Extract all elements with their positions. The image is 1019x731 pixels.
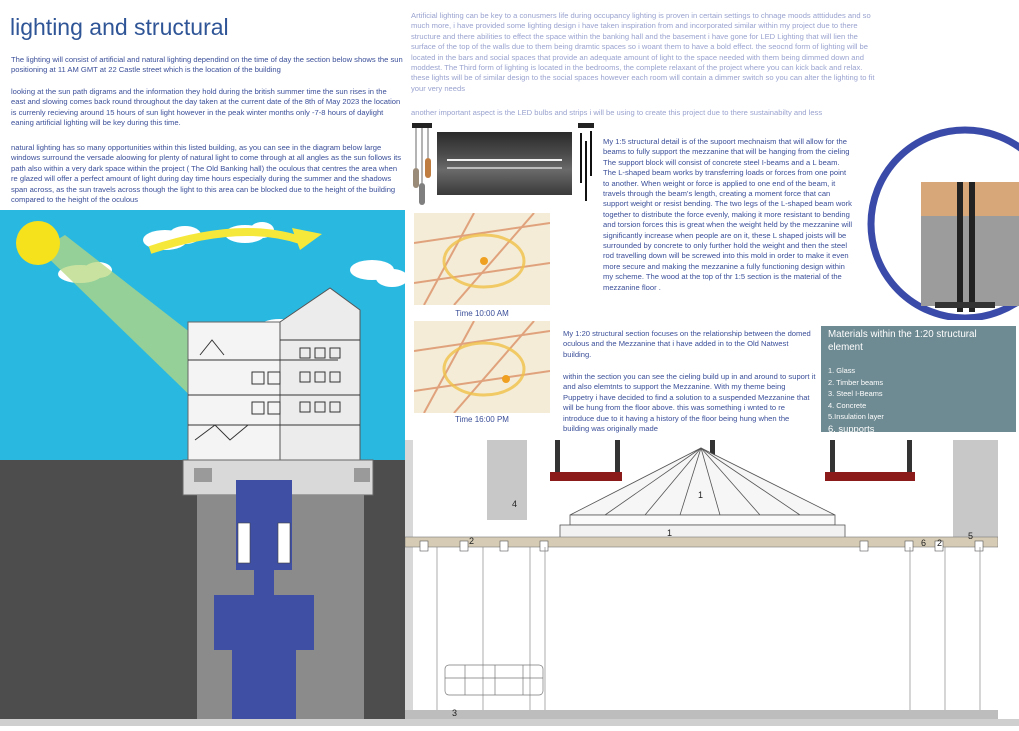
strip-pendant-image bbox=[576, 123, 596, 209]
ceiling-led-photo bbox=[437, 132, 572, 195]
page-title: lighting and structural bbox=[10, 14, 229, 40]
section-number: 6 bbox=[921, 538, 927, 548]
materials-list bbox=[828, 365, 884, 435]
material-item: 6. supports bbox=[828, 422, 875, 434]
material-item: 1. Glass bbox=[828, 366, 856, 375]
material-item: 3. Steel I-Beams bbox=[828, 389, 883, 399]
sun-icon bbox=[16, 221, 60, 265]
pendant-lights-image bbox=[410, 123, 434, 209]
section-number: 2 bbox=[937, 538, 943, 548]
sun-path-map-1 bbox=[414, 213, 550, 305]
map-caption-2: Time 16:00 PM bbox=[455, 415, 509, 424]
section-number: 5 bbox=[968, 531, 974, 541]
structural-section-drawing bbox=[405, 440, 998, 720]
material-item: 4. Concrete bbox=[828, 400, 867, 410]
section-number: 1 bbox=[667, 528, 673, 538]
artificial-lighting-paragraph: Artificial lighting can be key to a conusmers life during occupancy lighting is proven in certain settings to chnage moods atttidudes and so much more, i have provided some lighting design i have taken inspiration from and incorporated similar within my project due to there structure and there abilities to effect the space within the banking hall and the basement i have gone for LED Lighting that will lien the surface of the top of the walls due to them being dramtic spaces so i woant them to have a bold effect. the seocnd form of lighting will be located in the bars and social spaces that provide an adequate amount of light to the space needed with them being dimmed down and moddest. The Third form of lighting is located in the bedrooms, the complete relaxant of the project where you can kick back and relax. these lights will be of similar design to the social spaces however each room will contain a dimmer switch so you can alter the lighting to fit your very needs bbox=[411, 11, 875, 93]
materials-box bbox=[821, 326, 1016, 432]
section-paragraph-2: within the section you can see the cieling build up in and around to suport it and also elemtnts to support the Mezzanine. With my theme being Puppetry i have decided to find a solution to a suspended Mezzanine that will be hung from the floor above. this was something i wnted to re introduce due to it having a history of the floor being hung when the building was originally made bbox=[563, 372, 816, 434]
basement-shaft bbox=[197, 480, 364, 726]
led-paragraph: another important aspect is the LED bulbs and strips i will be using to create this project due to there sustainabilty and less bbox=[411, 108, 823, 117]
material-item: 2. Timber beams bbox=[828, 377, 884, 387]
sun-path-paragraph: looking at the sun path digrams and the information they hold during the british summer time the sun rises in the east and slowing comes back round throughout the day taken at the current date of the 8th of May 2023 the location is currenly recieving around 15 hours of sun light however in the peak winter months only -7-8 hours of daylight eaning artificial lighting will be key during this time. bbox=[11, 87, 401, 128]
map-caption-1: Time 10:00 AM bbox=[455, 309, 509, 318]
detail-paragraph: My 1:5 structural detail is of the supoort mechnaism that will allow for the beams to fully support the mezzanine that will be hanging from the cieling The support block will consist of concrete steel I-beams and a L beam. The L-shaped beam works by transferring loads or forces from one point to another. When weight or force is applied to one end of the beam, it travels through the beam's length, creating a moment force that can support weight or resist bending. The two legs of the L-shaped beam work together to distribute the force evenly, making it more resistant to bending and torsion forces this is great when the weight held by the mezzanine will significantly increase when people are on it, these L shaped joists will be surrounded by concrete to only further hold the weight and then the steel rod travelling down will be screwed into this mold in order to make it even more secure and making the mezzanine a fully functioning design within my scheme. The wood at the top of thr 1:5 section is the material of the mezzanine floor . bbox=[603, 137, 853, 292]
section-paragraph-1: My 1:20 structural section focuses on the relationship between the domed oculous and the Mezzanine that i have added in to the Old Natwest building. bbox=[563, 329, 811, 359]
material-item: 5.Insulation layer bbox=[828, 412, 884, 422]
intro-paragraph: The lighting will consist of artificial and natural lighting dependind on the time of day the section below shows the sun positioning at 11 AM GMT at 22 Castle street which is the location of the building bbox=[11, 55, 403, 75]
section-number: 2 bbox=[469, 536, 475, 546]
section-number: 4 bbox=[512, 499, 518, 509]
materials-title: Materials within the 1:20 structural element bbox=[828, 329, 977, 353]
natural-lighting-paragraph: natural lighting has so many opportunities within this listed building, as you can see in the diagram below large windows surround the versade aloowing for plenty of natural light to come through at all angles as the sun follows its path also within a very dark space within the project ( The Old Banking hall) the oculous that centres the area when re glazed will offer a perfect amount of light during day time hours especially during the summer and the shadows span across, as the sun travels across though the light to this area can be blocked due to the height of the building compared to the height of the oculous bbox=[11, 143, 402, 205]
sun-path-map-2 bbox=[414, 321, 550, 413]
section-number: 3 bbox=[452, 708, 458, 718]
section-number: 1 bbox=[698, 490, 704, 500]
detail-circle bbox=[865, 126, 1019, 320]
sun-section-illustration bbox=[0, 210, 405, 726]
bottom-strip bbox=[0, 719, 1019, 726]
